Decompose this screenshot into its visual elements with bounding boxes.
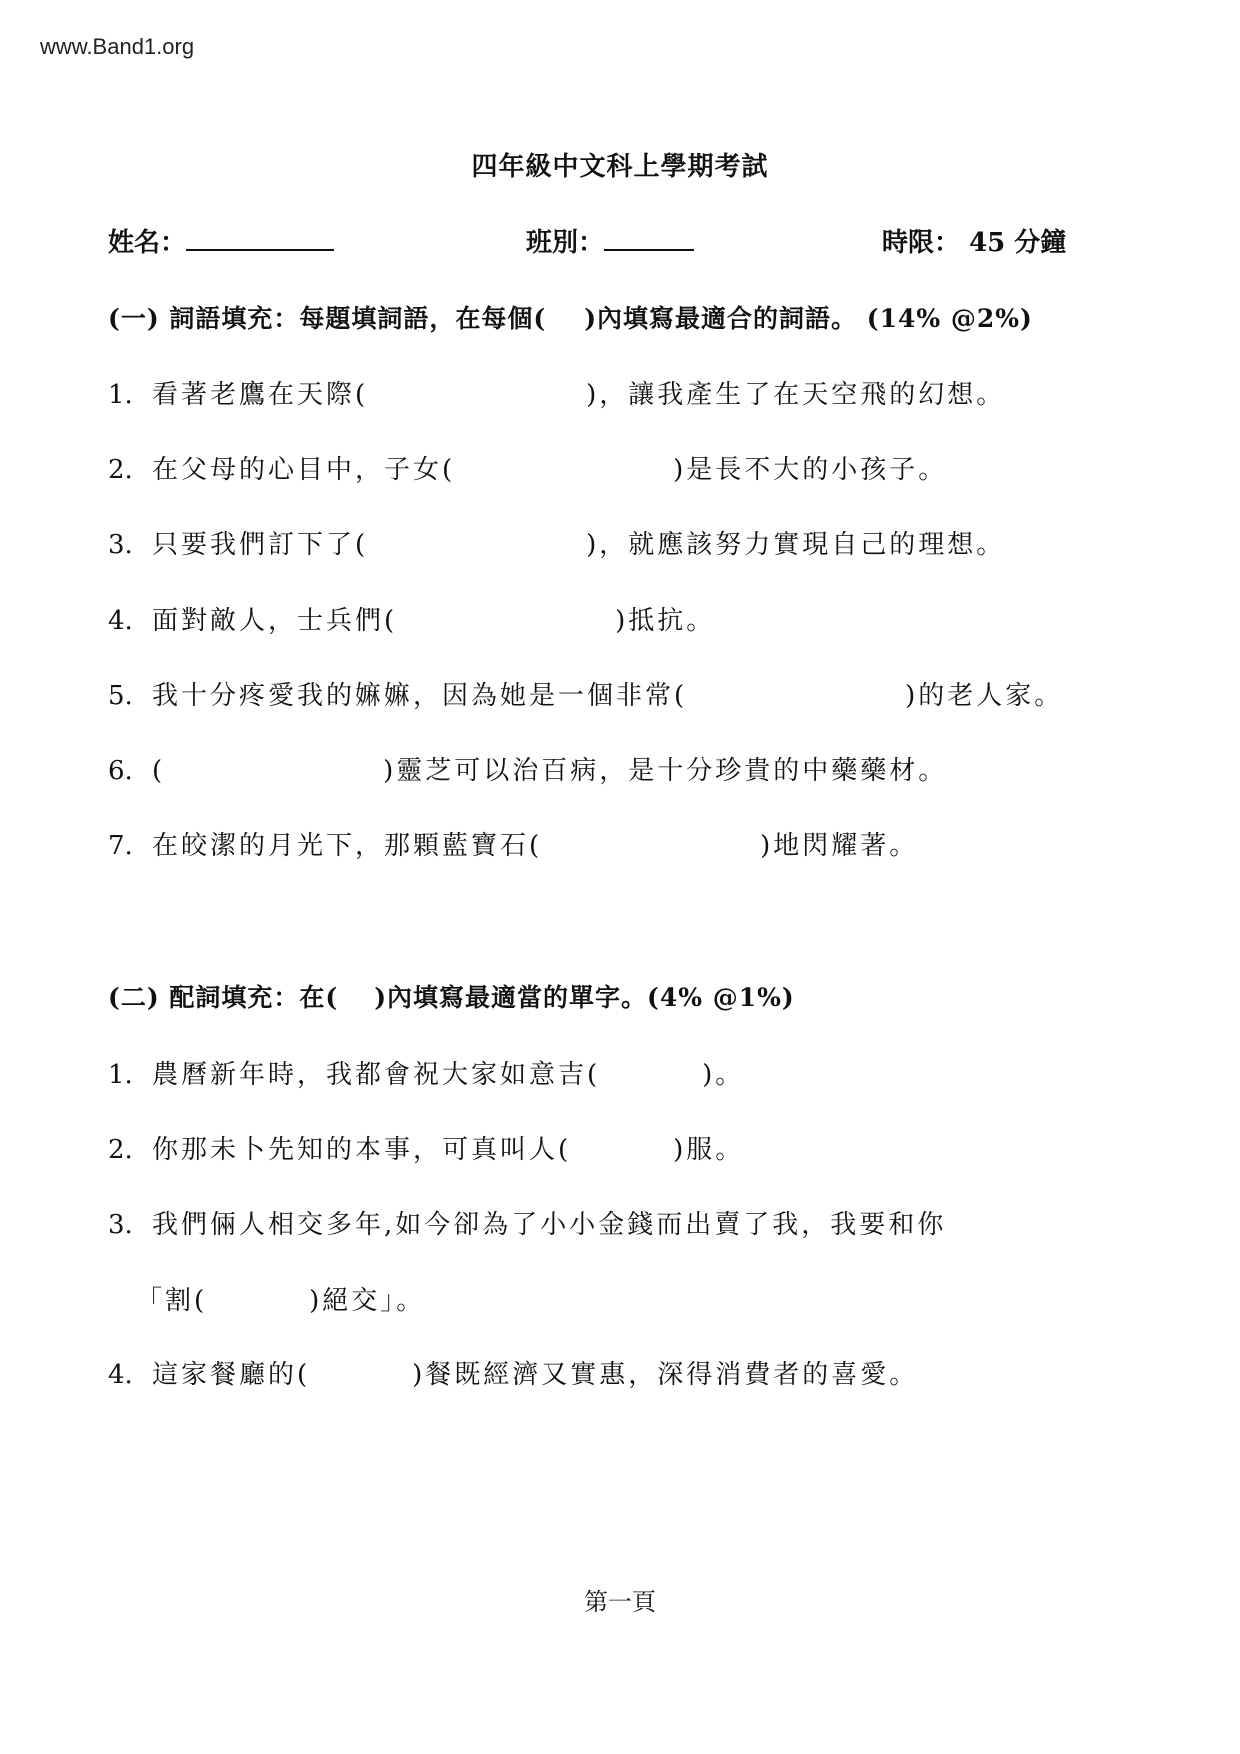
question-text-before: 這家餐廳的( xyxy=(152,1360,311,1390)
time-label: 時限： xyxy=(882,228,961,258)
question-number: 5. xyxy=(108,681,133,711)
question-text-after: )服。 xyxy=(673,1135,745,1165)
question-text-before: 我們倆人相交多年,如今卻為了小小金錢而出賣了我，我要和你 xyxy=(152,1210,947,1240)
question-text-after: )。 xyxy=(702,1060,745,1090)
s1-question-6 xyxy=(108,750,947,787)
s2-question-4 xyxy=(108,1354,918,1391)
section2-marks: (4% @1%) xyxy=(647,983,795,1012)
question-text-after: )餐既經濟又實惠，深得消費者的喜愛。 xyxy=(412,1360,919,1390)
question-text-before: 在皎潔的月光下，那顆藍寶石( xyxy=(152,831,543,861)
section1-marks: (14% @2%) xyxy=(866,304,1033,333)
time-value: 45 分鐘 xyxy=(969,228,1067,258)
question-text-before: 你那未卜先知的本事，可真叫人( xyxy=(152,1135,572,1165)
question-text-before: 農曆新年時，我都會祝大家如意吉( xyxy=(152,1060,601,1090)
s1-question-1 xyxy=(108,374,1005,411)
question-number: 1. xyxy=(108,380,133,410)
question-number: 7. xyxy=(108,831,133,861)
question-number: 3. xyxy=(108,1210,133,1240)
question-text-after: )抵抗。 xyxy=(615,606,716,636)
question-number: 4. xyxy=(108,606,133,636)
question-text-before: 只要我們訂下了( xyxy=(152,530,369,560)
page-number: 第一頁 xyxy=(584,1588,656,1616)
s1-question-4 xyxy=(108,600,715,637)
section2-heading-part2: )內填寫最適當的單字。 xyxy=(374,983,648,1012)
question-text-after: )，就應該努力實現自己的理想。 xyxy=(586,530,1006,560)
question-text-before: 面對敵人，士兵們( xyxy=(152,606,398,636)
site-url: www.Band1.org xyxy=(40,34,195,59)
exam-title: 四年級中文科上學期考試 xyxy=(471,152,769,182)
name-label: 姓名： xyxy=(108,228,187,258)
section1-heading-part1: (一) 詞語填充：每題填詞語，在每個( xyxy=(108,304,547,333)
question-text-before: 在父母的心目中，子女( xyxy=(152,455,456,485)
question-text-after: )的老人家。 xyxy=(905,681,1064,711)
question-text-after: )靈芝可以治百病，是十分珍貴的中藥藥材。 xyxy=(383,756,948,786)
name-field xyxy=(108,222,334,259)
question-text-after: )絕交」。 xyxy=(309,1286,426,1316)
s2-question-2 xyxy=(108,1129,744,1166)
s1-question-7 xyxy=(108,825,918,862)
question-text-before: ( xyxy=(152,756,166,786)
section2-heading xyxy=(108,978,795,1014)
question-text-before: 我十分疼愛我的嫲嫲，因為她是一個非常( xyxy=(152,681,688,711)
s1-question-3 xyxy=(108,524,1005,561)
time-field xyxy=(882,222,1066,259)
s1-question-2 xyxy=(108,449,947,486)
question-number: 2. xyxy=(108,1135,133,1165)
question-text-after: )地閃耀著。 xyxy=(760,831,919,861)
section2-heading-part1: (二) 配詞填充：在( xyxy=(108,983,339,1012)
s2-question-3-continued xyxy=(136,1280,425,1317)
question-number: 6. xyxy=(108,756,133,786)
s2-question-1 xyxy=(108,1054,744,1091)
question-text-after: )，讓我產生了在天空飛的幻想。 xyxy=(586,380,1006,410)
question-number: 1. xyxy=(108,1060,133,1090)
question-number: 3. xyxy=(108,530,133,560)
name-blank xyxy=(186,227,334,251)
question-number: 4. xyxy=(108,1360,133,1390)
s2-question-3 xyxy=(108,1204,946,1241)
class-label: 班別： xyxy=(526,228,605,258)
section1-heading xyxy=(108,299,1033,335)
s1-question-5 xyxy=(108,675,1063,712)
class-field xyxy=(526,222,694,259)
question-text-after: )是長不大的小孩子。 xyxy=(673,455,948,485)
question-text-before: 「割( xyxy=(136,1286,208,1316)
question-text-before: 看著老鷹在天際( xyxy=(152,380,369,410)
section1-heading-part2: )內填寫最適合的詞語。 xyxy=(584,304,858,333)
class-blank xyxy=(604,227,694,251)
question-number: 2. xyxy=(108,455,133,485)
